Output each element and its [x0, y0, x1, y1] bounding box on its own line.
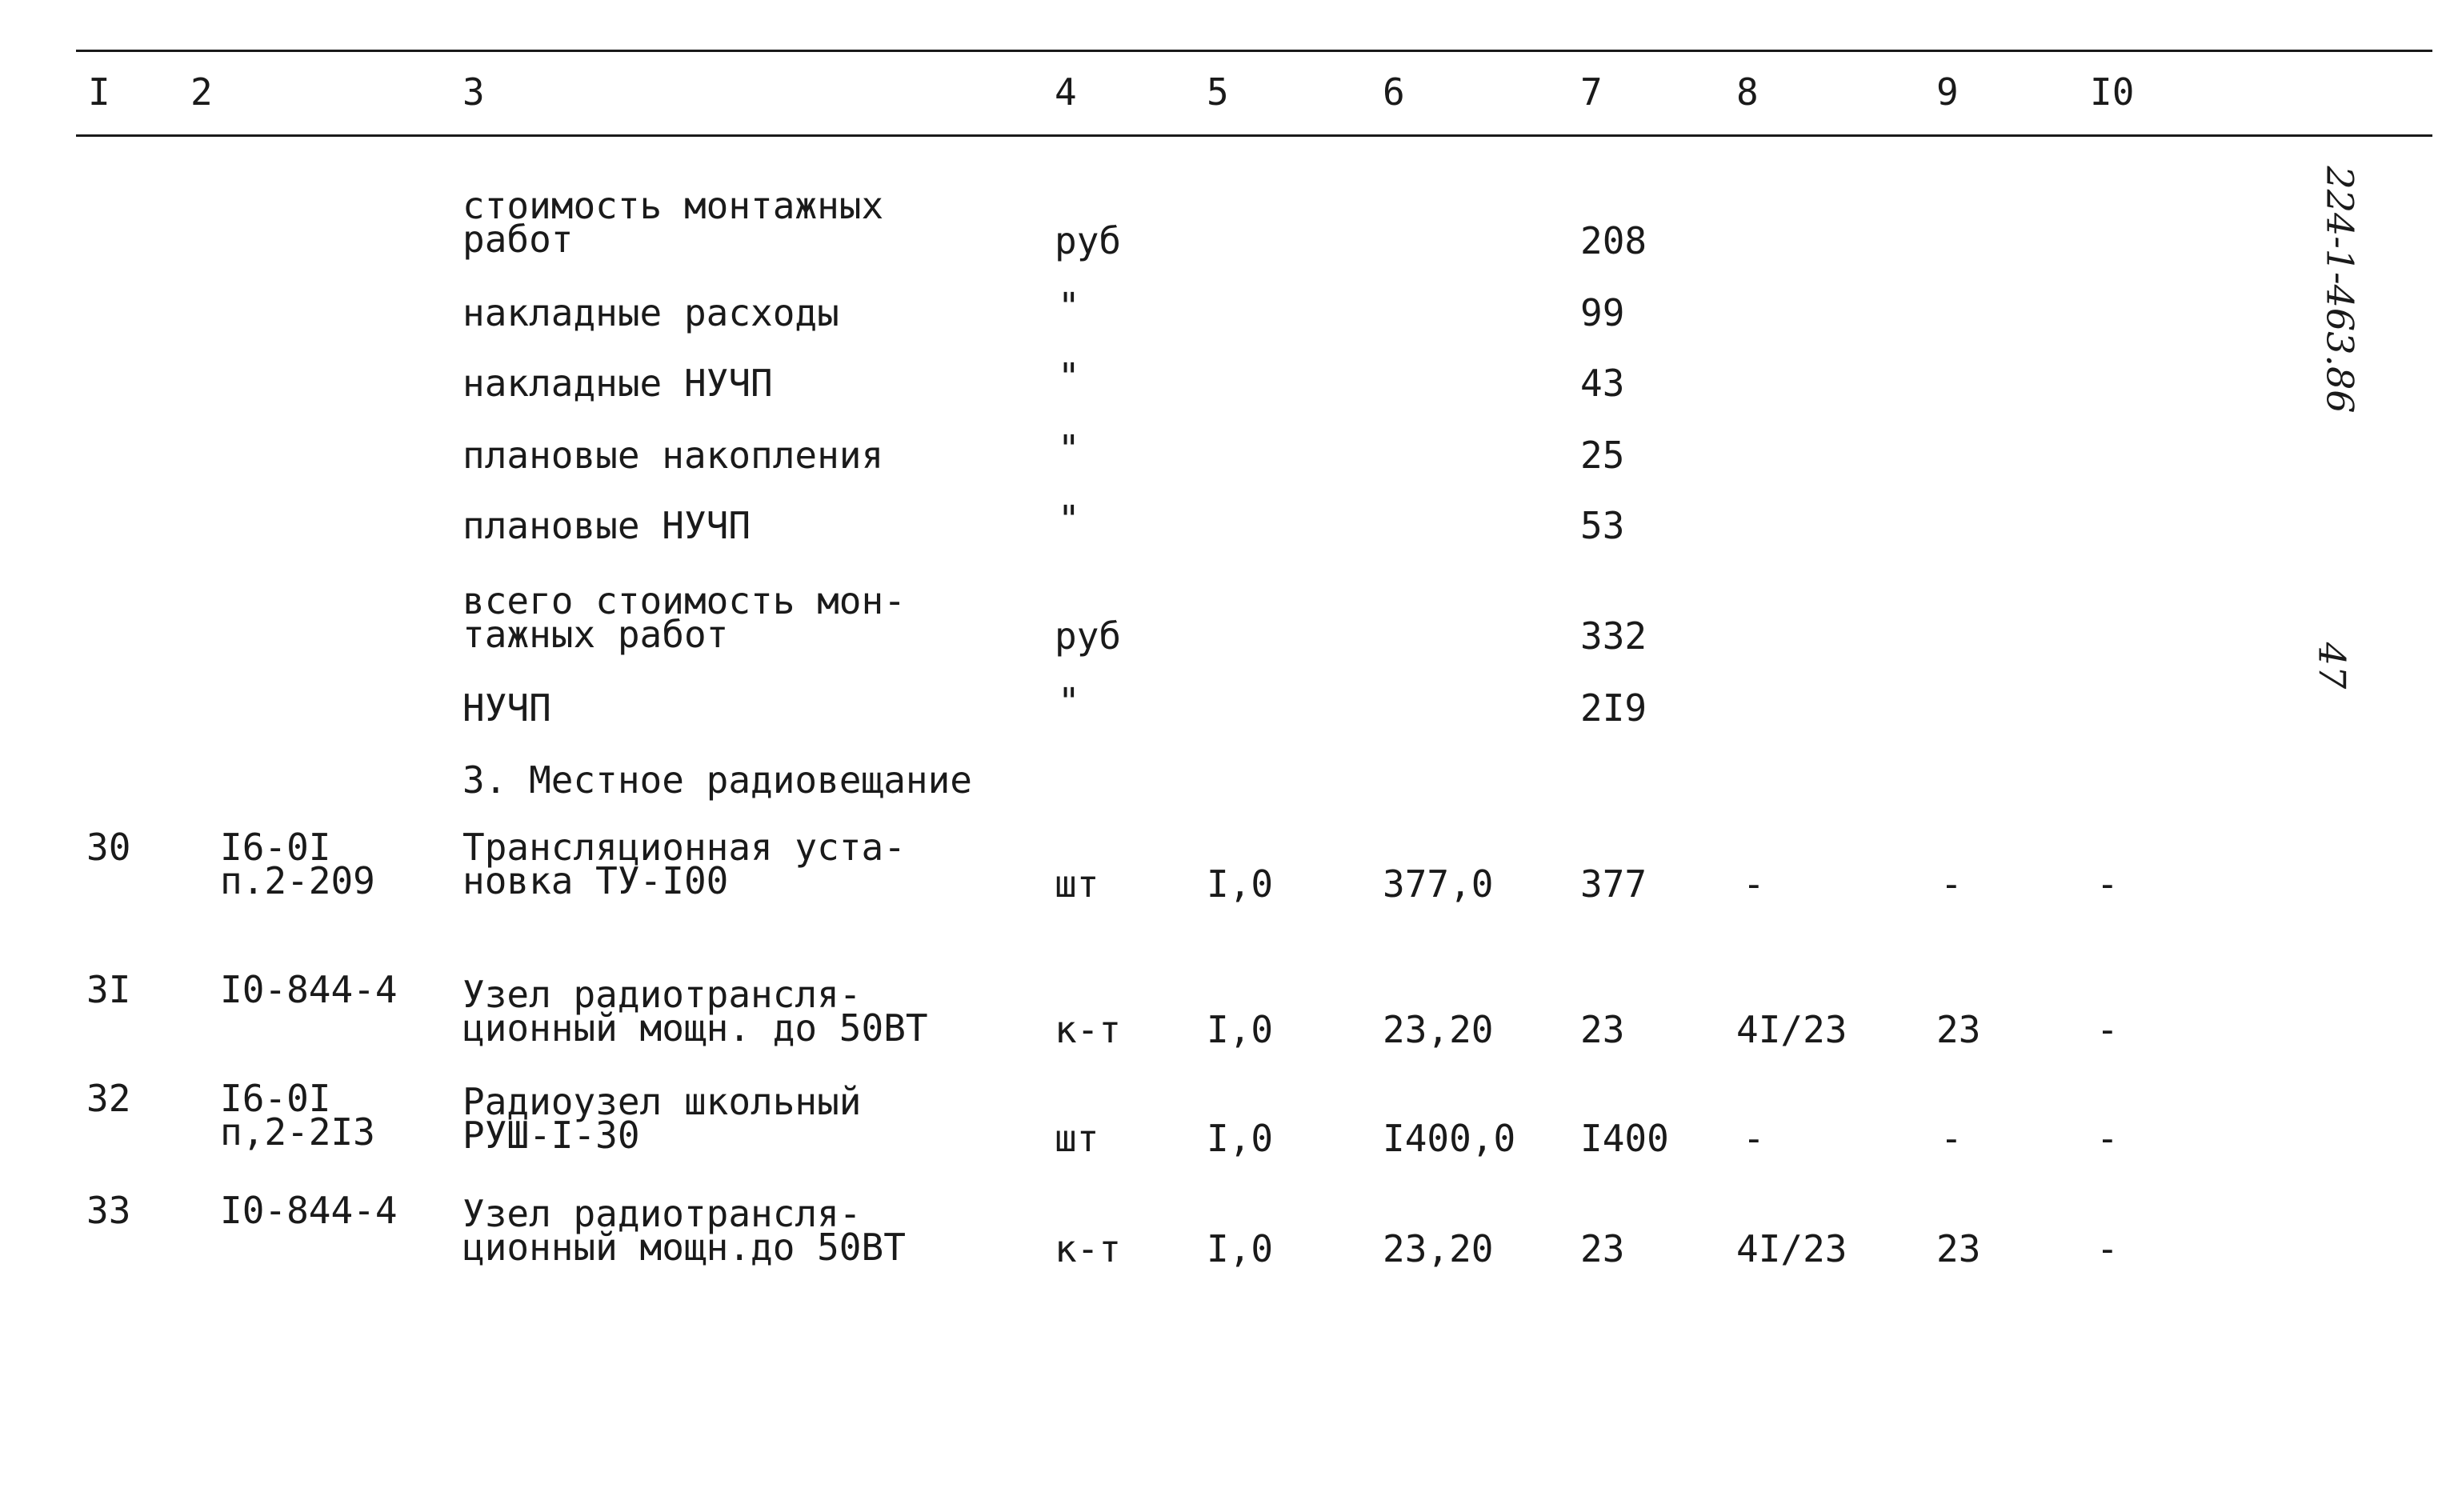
cost-total: 208	[1580, 219, 1647, 262]
item-name: РУШ-I-30	[462, 1114, 640, 1157]
item-price: 377,0	[1383, 862, 1494, 906]
cost-name: всего стоимость мон-	[462, 579, 906, 622]
item-col-10: -	[2096, 1117, 2119, 1160]
cost-total: 332	[1580, 614, 1647, 658]
top-rule	[76, 50, 2432, 52]
cost-name: тажных работ	[462, 613, 729, 656]
item-name: Узел радиотрансля-	[462, 1192, 862, 1235]
cost-unit: "	[1058, 355, 1080, 398]
cost-name: плановые накопления	[462, 434, 884, 477]
item-total: 23	[1580, 1008, 1625, 1051]
cost-unit: руб	[1055, 614, 1122, 658]
item-number: 30	[86, 826, 131, 869]
col-header-10: I0	[2090, 70, 2135, 114]
col-header-4: 4	[1055, 70, 1077, 114]
item-unit: к-т	[1055, 1227, 1122, 1270]
cost-name: НУЧП	[462, 686, 551, 730]
cost-unit: "	[1058, 427, 1080, 470]
item-col-10: -	[2096, 1008, 2119, 1051]
col-header-2: 2	[190, 70, 213, 114]
item-name: новка ТУ-I00	[462, 859, 729, 902]
item-unit: к-т	[1055, 1008, 1122, 1051]
cost-name: плановые НУЧП	[462, 504, 751, 547]
col-header-6: 6	[1383, 70, 1405, 114]
col-header-7: 7	[1580, 70, 1603, 114]
header-rule	[76, 134, 2432, 137]
item-quantity: I,0	[1207, 1227, 1274, 1270]
item-col-8: 4I/23	[1736, 1008, 1848, 1051]
margin-doc-number: 224-1-463.86	[2318, 166, 2362, 414]
item-total: 377	[1580, 862, 1647, 906]
cost-unit: "	[1058, 680, 1080, 723]
item-code: I6-0I	[220, 826, 331, 869]
item-price: 23,20	[1383, 1227, 1494, 1270]
item-total: 23	[1580, 1227, 1625, 1270]
col-header-3: 3	[462, 70, 485, 114]
item-code: I0-844-4	[220, 1189, 398, 1232]
item-name: ционный мощн. до 50ВТ	[462, 1006, 928, 1050]
item-number: 3I	[86, 968, 131, 1011]
item-col-9: -	[1940, 862, 1963, 906]
item-col-9: -	[1940, 1117, 1963, 1160]
item-code: I6-0I	[220, 1077, 331, 1120]
col-header-8: 8	[1736, 70, 1759, 114]
item-name: ционный мощн.до 50ВТ	[462, 1226, 906, 1269]
item-col-9: 23	[1936, 1008, 1981, 1051]
item-price: I400,0	[1383, 1117, 1516, 1160]
item-total: I400	[1580, 1117, 1669, 1160]
item-code: п.2-209	[220, 859, 375, 902]
item-col-8: -	[1743, 862, 1765, 906]
cost-total: 2I9	[1580, 686, 1647, 730]
item-number: 32	[86, 1077, 131, 1120]
item-col-8: -	[1743, 1117, 1765, 1160]
cost-name: стоимость монтажных	[462, 184, 884, 227]
cost-total: 43	[1580, 362, 1625, 405]
item-unit: шт	[1055, 1117, 1099, 1160]
item-number: 33	[86, 1189, 131, 1232]
cost-unit: "	[1058, 498, 1080, 541]
col-header-5: 5	[1207, 70, 1229, 114]
cost-total: 53	[1580, 504, 1625, 547]
item-price: 23,20	[1383, 1008, 1494, 1051]
item-quantity: I,0	[1207, 1117, 1274, 1160]
item-col-9: 23	[1936, 1227, 1981, 1270]
item-code: I0-844-4	[220, 968, 398, 1011]
section-title: 3. Местное радиовещание	[462, 758, 972, 802]
cost-name: работ	[462, 218, 574, 261]
item-col-10: -	[2096, 1227, 2119, 1270]
item-name: Трансляционная уста-	[462, 826, 906, 869]
item-quantity: I,0	[1207, 1008, 1274, 1051]
cost-unit: "	[1058, 285, 1080, 328]
item-unit: шт	[1055, 862, 1099, 906]
margin-page-number: 47	[2310, 642, 2354, 690]
item-code: п,2-2I3	[220, 1110, 375, 1154]
cost-name: накладные НУЧП	[462, 362, 773, 405]
cost-name: накладные расходы	[462, 291, 839, 334]
item-name: Радиоузел школьный	[462, 1080, 862, 1123]
cost-unit: руб	[1055, 219, 1122, 262]
item-col-10: -	[2096, 862, 2119, 906]
col-header-9: 9	[1936, 70, 1959, 114]
item-quantity: I,0	[1207, 862, 1274, 906]
item-col-8: 4I/23	[1736, 1227, 1848, 1270]
item-name: Узел радиотрансля-	[462, 973, 862, 1016]
cost-total: 99	[1580, 291, 1625, 334]
col-header-1: I	[88, 70, 110, 114]
cost-total: 25	[1580, 434, 1625, 477]
